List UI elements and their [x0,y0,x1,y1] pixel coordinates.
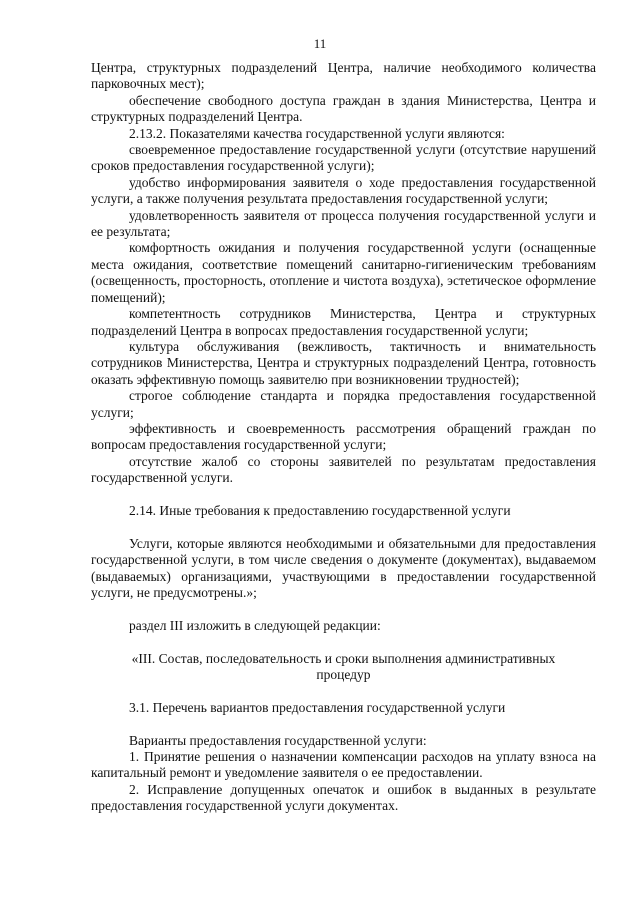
variants-list [91,749,596,815]
body-paragraph: Центра, структурных подразделений Центра, наличие необходимого количества парковочных мест); [91,60,596,92]
body-paragraph: компетентность сотрудников Министерства, Центра и структурных подразделений Центра в вопросах предоставления государственной услуги; [91,306,596,338]
body-paragraph: строгое соблюдение стандарта и порядка предоставления государственной услуги; [91,388,596,420]
body-paragraph: комфортность ожидания и получения государственной услуги (оснащенные места ожидания, соответствие помещений санитарно-гигиеническим требованиям (освещенность, просторность, отопление и чистота воздуха), эстетическое оформление помещений); [91,240,596,305]
section-3-title: «III. Состав, последовательность и сроки выполнения административных процедур [131,650,556,682]
body-paragraph: обеспечение свободного доступа граждан в здания Министерства, Центра и структурных подразделений Центра. [91,92,596,125]
body-paragraph: отсутствие жалоб со стороны заявителей по результатам предоставления государственной услуги. [91,453,596,486]
variant-item: 1. Принятие решения о назначении компенсации расходов на уплату взноса на капитальный ремонт и уведомление заявителя о ее предоставлении. [91,748,596,781]
variant-item: 2. Исправление допущенных опечаток и ошибок в выданных в результате предоставления государственной услуги документах. [91,781,596,814]
amendment-paragraph: раздел III изложить в следующей редакции: [129,617,381,633]
variants-intro: Варианты предоставления государственной услуги: [129,732,427,748]
section-2-14-text: Услуги, которые являются необходимыми и обязательными для предоставления государственной услуги, в том числе сведения о документе (документах), выдаваемом (выдаваемых) организациями, участвующими в предоставлении государственной услуги, не предусмотрены.»; [91,535,596,600]
page-number: 11 [313,36,327,51]
section-3-1-heading: 3.1. Перечень вариантов предоставления государственной услуги [129,699,506,715]
body-paragraph: 2.13.2. Показателями качества государственной услуги являются: [129,125,505,141]
body-paragraph: удобство информирования заявителя о ходе предоставления государственной услуги, а также получения результата предоставления государственной услуги; [91,174,596,207]
body-paragraph: эффективность и своевременность рассмотрения обращений граждан по вопросам предоставления государственной услуги; [91,420,596,453]
quality-indicators-block [91,60,596,487]
body-paragraph: культура обслуживания (вежливость, тактичность и внимательность сотрудников Министерства, Центра и структурных подразделений Центра, готовность оказать эффективную помощь заявителю при возникновении трудностей); [91,338,596,387]
document-body [91,60,596,815]
section-2-14-heading: 2.14. Иные требования к предоставлению государственной услуги [129,502,511,518]
body-paragraph: удовлетворенность заявителя от процесса получения государственной услуги и ее результата; [91,207,596,240]
body-paragraph: своевременное предоставление государственной услуги (отсутствие нарушений сроков предоставления государственной услуги); [91,142,596,174]
